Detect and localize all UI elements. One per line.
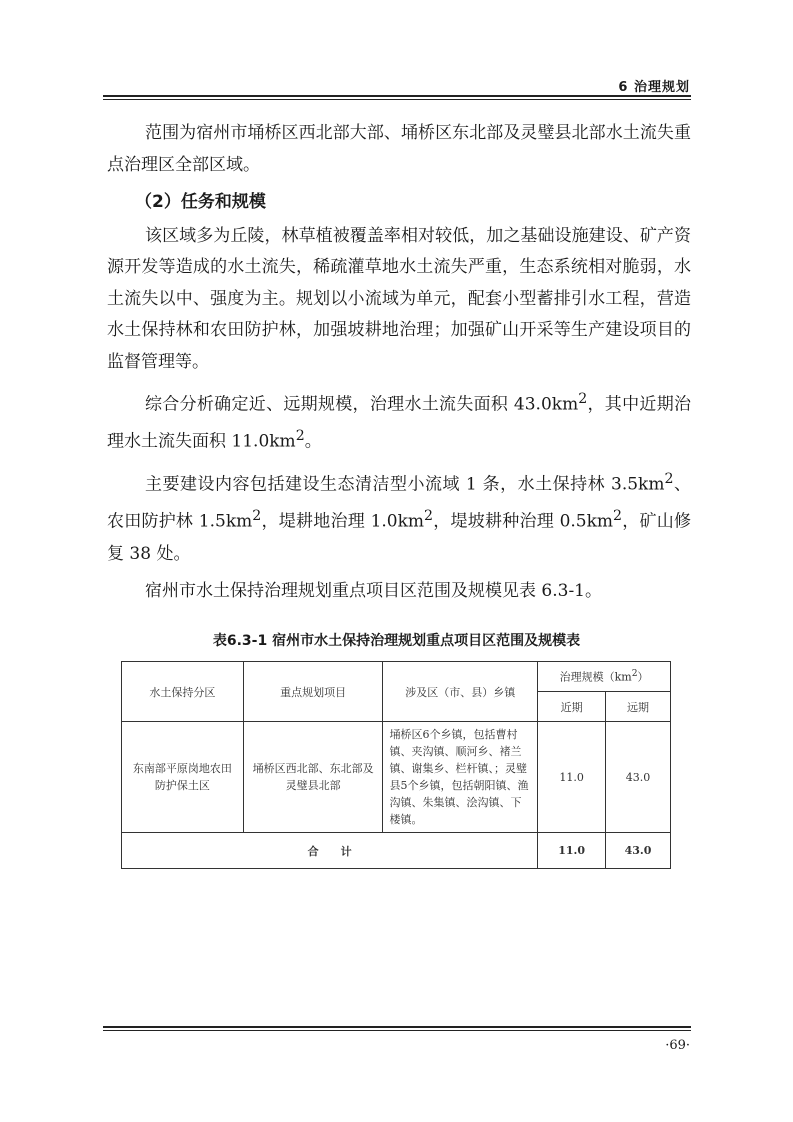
paragraph-construction: 主要建设内容包括建设生态清洁型小流域 1 条，水土保持林 $3.5km^2$、农田防护林 $1.5km^2$，堤耕地治理 $1.0km^2$，堤坡耕种治理 $0.5km^2$，矿山修复 38 处。: [107, 471, 691, 564]
section-subheading: （2）任务和规模: [135, 192, 266, 212]
scope-scale-table: [121, 661, 671, 869]
cell-zone: 东南部平原岗地农田防护保土区: [122, 722, 244, 833]
footer-rule: [103, 1026, 691, 1028]
running-header: 6 治理规划: [618, 80, 690, 95]
header-near: 近期: [538, 692, 606, 722]
cell-area: 埇桥区6个乡镇，包括曹村镇、夹沟镇、顺河乡、褚兰镇、谢集乡、栏杆镇、；灵璧县5个乡镇，包括朝阳镇、渔沟镇、朱集镇、浍沟镇、下楼镇。: [383, 722, 538, 833]
total-label: 合 计: [122, 833, 538, 869]
header-scale: 治理规模$(km^2)$: [538, 662, 671, 692]
header-rule: [103, 95, 691, 97]
body-text: [107, 118, 691, 608]
paragraph-scale: 综合分析确定近、远期规模，治理水土流失面积 $43.0km^2$，其中近期治理水土流失面积 $11.0km^2$。: [107, 391, 691, 452]
paragraph-scope: 范围为宿州市埇桥区西北部大部、埇桥区东北部及灵璧县北部水土流失重点治理区全部区域。: [107, 123, 691, 175]
cell-far: 43.0: [606, 722, 671, 833]
page-number: ·69·: [665, 1038, 690, 1053]
header-project: 重点规划项目: [243, 662, 383, 722]
footer-rule-thin: [103, 1030, 691, 1031]
cell-near: 11.0: [538, 722, 606, 833]
header-rule-thin: [103, 99, 691, 100]
header-far: 远期: [606, 692, 671, 722]
cell-project: 埇桥区西北部、东北部及灵璧县北部: [243, 722, 383, 833]
total-far: 43.0: [606, 833, 671, 869]
table-caption: 表6.3-1 宿州市水土保持治理规划重点项目区范围及规模表: [212, 633, 581, 649]
total-near: 11.0: [538, 833, 606, 869]
paragraph-tasks: 该区域多为丘陵，林草植被覆盖率相对较低，加之基础设施建设、矿产资源开发等造成的水土流失，稀疏灌草地水土流失严重，生态系统相对脆弱，水土流失以中、强度为主。规划以小流域为单元，配套小型蓄排引水工程，营造水土保持林和农田防护林，加强坡耕地治理；加强矿山开采等生产建设项目的监督管理等。: [107, 225, 691, 372]
header-area: 涉及区（市、县）乡镇: [383, 662, 538, 722]
header-zone: 水土保持分区: [122, 662, 244, 722]
paragraph-table-reference: 宿州市水土保持治理规划重点项目区范围及规模见表 6.3-1。: [145, 581, 602, 602]
